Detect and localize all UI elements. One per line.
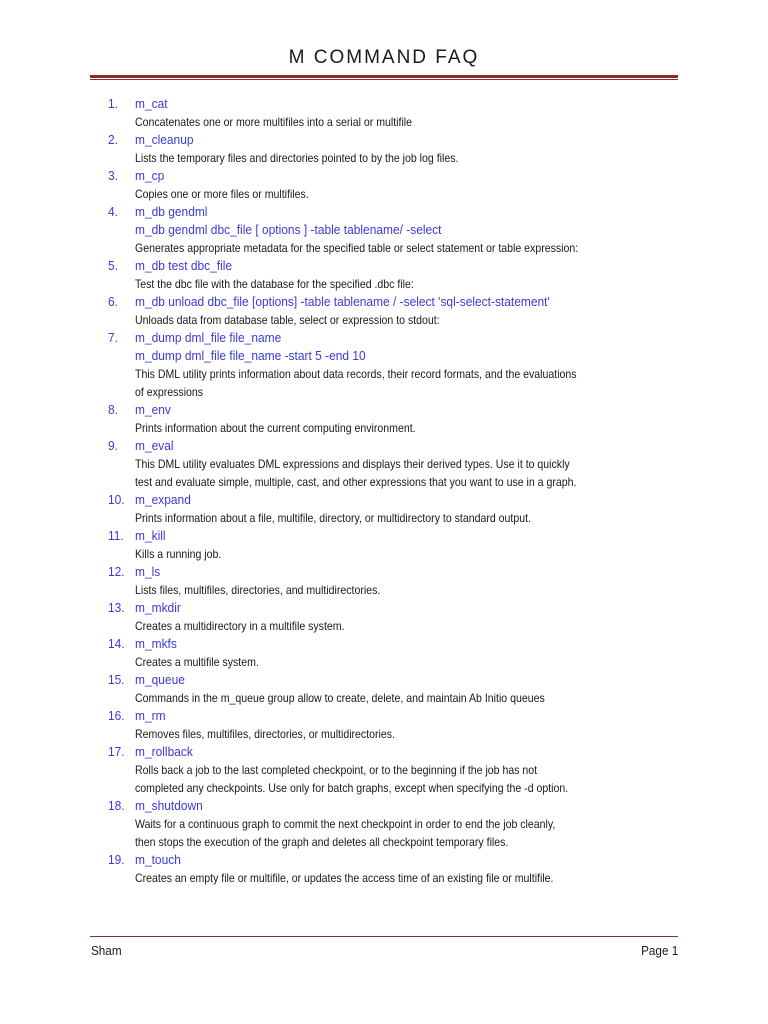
item-number: 14. <box>108 636 125 651</box>
item-number: 4. <box>108 204 118 219</box>
command-name: m_kill <box>135 528 166 543</box>
item-number: 7. <box>108 330 118 345</box>
item-number: 10. <box>108 492 125 507</box>
command-list <box>108 95 693 887</box>
header-rule <box>90 75 678 80</box>
command-description: Rolls back a job to the last completed checkpoint, or to the beginning if the job has not <box>135 763 538 777</box>
command-usage: m_dump dml_file file_name -start 5 -end 10 <box>135 348 366 363</box>
list-item <box>108 437 693 491</box>
list-item <box>108 599 693 635</box>
command-description: of expressions <box>135 385 204 399</box>
command-description: test and evaluate simple, multiple, cast, and other expressions that you want to use in a graph. <box>135 475 577 489</box>
item-number: 11. <box>108 528 124 543</box>
command-name: m_rollback <box>135 744 193 759</box>
list-item <box>108 743 693 797</box>
command-name: m_env <box>135 402 171 417</box>
item-number: 18. <box>108 798 125 813</box>
command-description: This DML utility evaluates DML expressions and displays their derived types. Use it to quickly <box>135 457 570 471</box>
list-item <box>108 293 693 329</box>
command-name: m_db gendml <box>135 204 208 219</box>
footer-page-number: Page 1 <box>640 943 678 958</box>
item-number: 16. <box>108 708 125 723</box>
footer-rule <box>90 936 678 937</box>
list-item <box>108 527 693 563</box>
command-name: m_touch <box>135 852 181 867</box>
command-description: Concatenates one or more multifiles into a serial or multifile <box>135 115 413 129</box>
command-name: m_expand <box>135 492 191 507</box>
item-number: 12. <box>108 564 125 579</box>
item-number: 5. <box>108 258 118 273</box>
list-item <box>108 563 693 599</box>
command-name: m_shutdown <box>135 798 203 813</box>
command-description: Creates a multifile system. <box>135 655 259 669</box>
list-item <box>108 401 693 437</box>
command-description: Prints information about the current computing environment. <box>135 421 416 435</box>
page-title: M COMMAND FAQ <box>288 47 480 68</box>
list-item <box>108 851 693 887</box>
list-item <box>108 707 693 743</box>
command-description: Unloads data from database table, select or expression to stdout: <box>135 313 440 327</box>
item-number: 1. <box>108 96 118 111</box>
command-description: Prints information about a file, multifile, directory, or multidirectory to standard output. <box>135 511 531 525</box>
command-description: then stops the execution of the graph and deletes all checkpoint temporary files. <box>135 835 509 849</box>
command-description: Lists files, multifiles, directories, and multidirectories. <box>135 583 381 597</box>
command-description: Lists the temporary files and directories pointed to by the job log files. <box>135 151 459 165</box>
command-description: Test the dbc file with the database for the specified .dbc file: <box>135 277 414 291</box>
command-description: completed any checkpoints. Use only for batch graphs, except when specifying the -d option. <box>135 781 569 795</box>
list-item <box>108 797 693 851</box>
command-name: m_queue <box>135 672 185 687</box>
item-number: 15. <box>108 672 125 687</box>
item-number: 3. <box>108 168 118 183</box>
command-name: m_db test dbc_file <box>135 258 233 273</box>
command-name: m_mkfs <box>135 636 177 651</box>
command-description: Copies one or more files or multifiles. <box>135 187 309 201</box>
list-item <box>108 491 693 527</box>
item-number: 6. <box>108 294 118 309</box>
command-description: Kills a running job. <box>135 547 222 561</box>
command-name: m_cleanup <box>135 132 194 147</box>
command-name: m_rm <box>135 708 166 723</box>
item-number: 8. <box>108 402 118 417</box>
item-number: 19. <box>108 852 125 867</box>
list-item <box>108 329 693 401</box>
list-item <box>108 671 693 707</box>
command-name: m_mkdir <box>135 600 181 615</box>
item-number: 2. <box>108 132 118 147</box>
command-name: m_db unload dbc_file [options] -table tablename / -select 'sql-select-statement' <box>135 294 550 309</box>
item-number: 13. <box>108 600 125 615</box>
command-description: Removes files, multifiles, directories, or multidirectories. <box>135 727 395 741</box>
item-number: 17. <box>108 744 125 759</box>
list-item <box>108 131 693 167</box>
command-name: m_eval <box>135 438 174 453</box>
list-item <box>108 167 693 203</box>
command-description: Commands in the m_queue group allow to create, delete, and maintain Ab Initio queues <box>135 691 545 705</box>
command-name: m_cat <box>135 96 168 111</box>
command-name: m_cp <box>135 168 165 183</box>
command-description: Creates an empty file or multifile, or updates the access time of an existing file or multifile. <box>135 871 554 885</box>
list-item <box>108 203 693 257</box>
command-description: Generates appropriate metadata for the specified table or select statement or table expression: <box>135 241 579 255</box>
command-description: Creates a multidirectory in a multifile system. <box>135 619 345 633</box>
item-number: 9. <box>108 438 118 453</box>
command-name: m_dump dml_file file_name <box>135 330 282 345</box>
footer-author: Sham <box>91 943 122 958</box>
command-description: Waits for a continuous graph to commit the next checkpoint in order to end the job cleanly, <box>135 817 556 831</box>
command-usage: m_db gendml dbc_file [ options ] -table tablename/ -select <box>135 222 442 237</box>
list-item <box>108 257 693 293</box>
list-item <box>108 95 693 131</box>
command-description: This DML utility prints information about data records, their record formats, and the evaluations <box>135 367 577 381</box>
command-name: m_ls <box>135 564 161 579</box>
list-item <box>108 635 693 671</box>
